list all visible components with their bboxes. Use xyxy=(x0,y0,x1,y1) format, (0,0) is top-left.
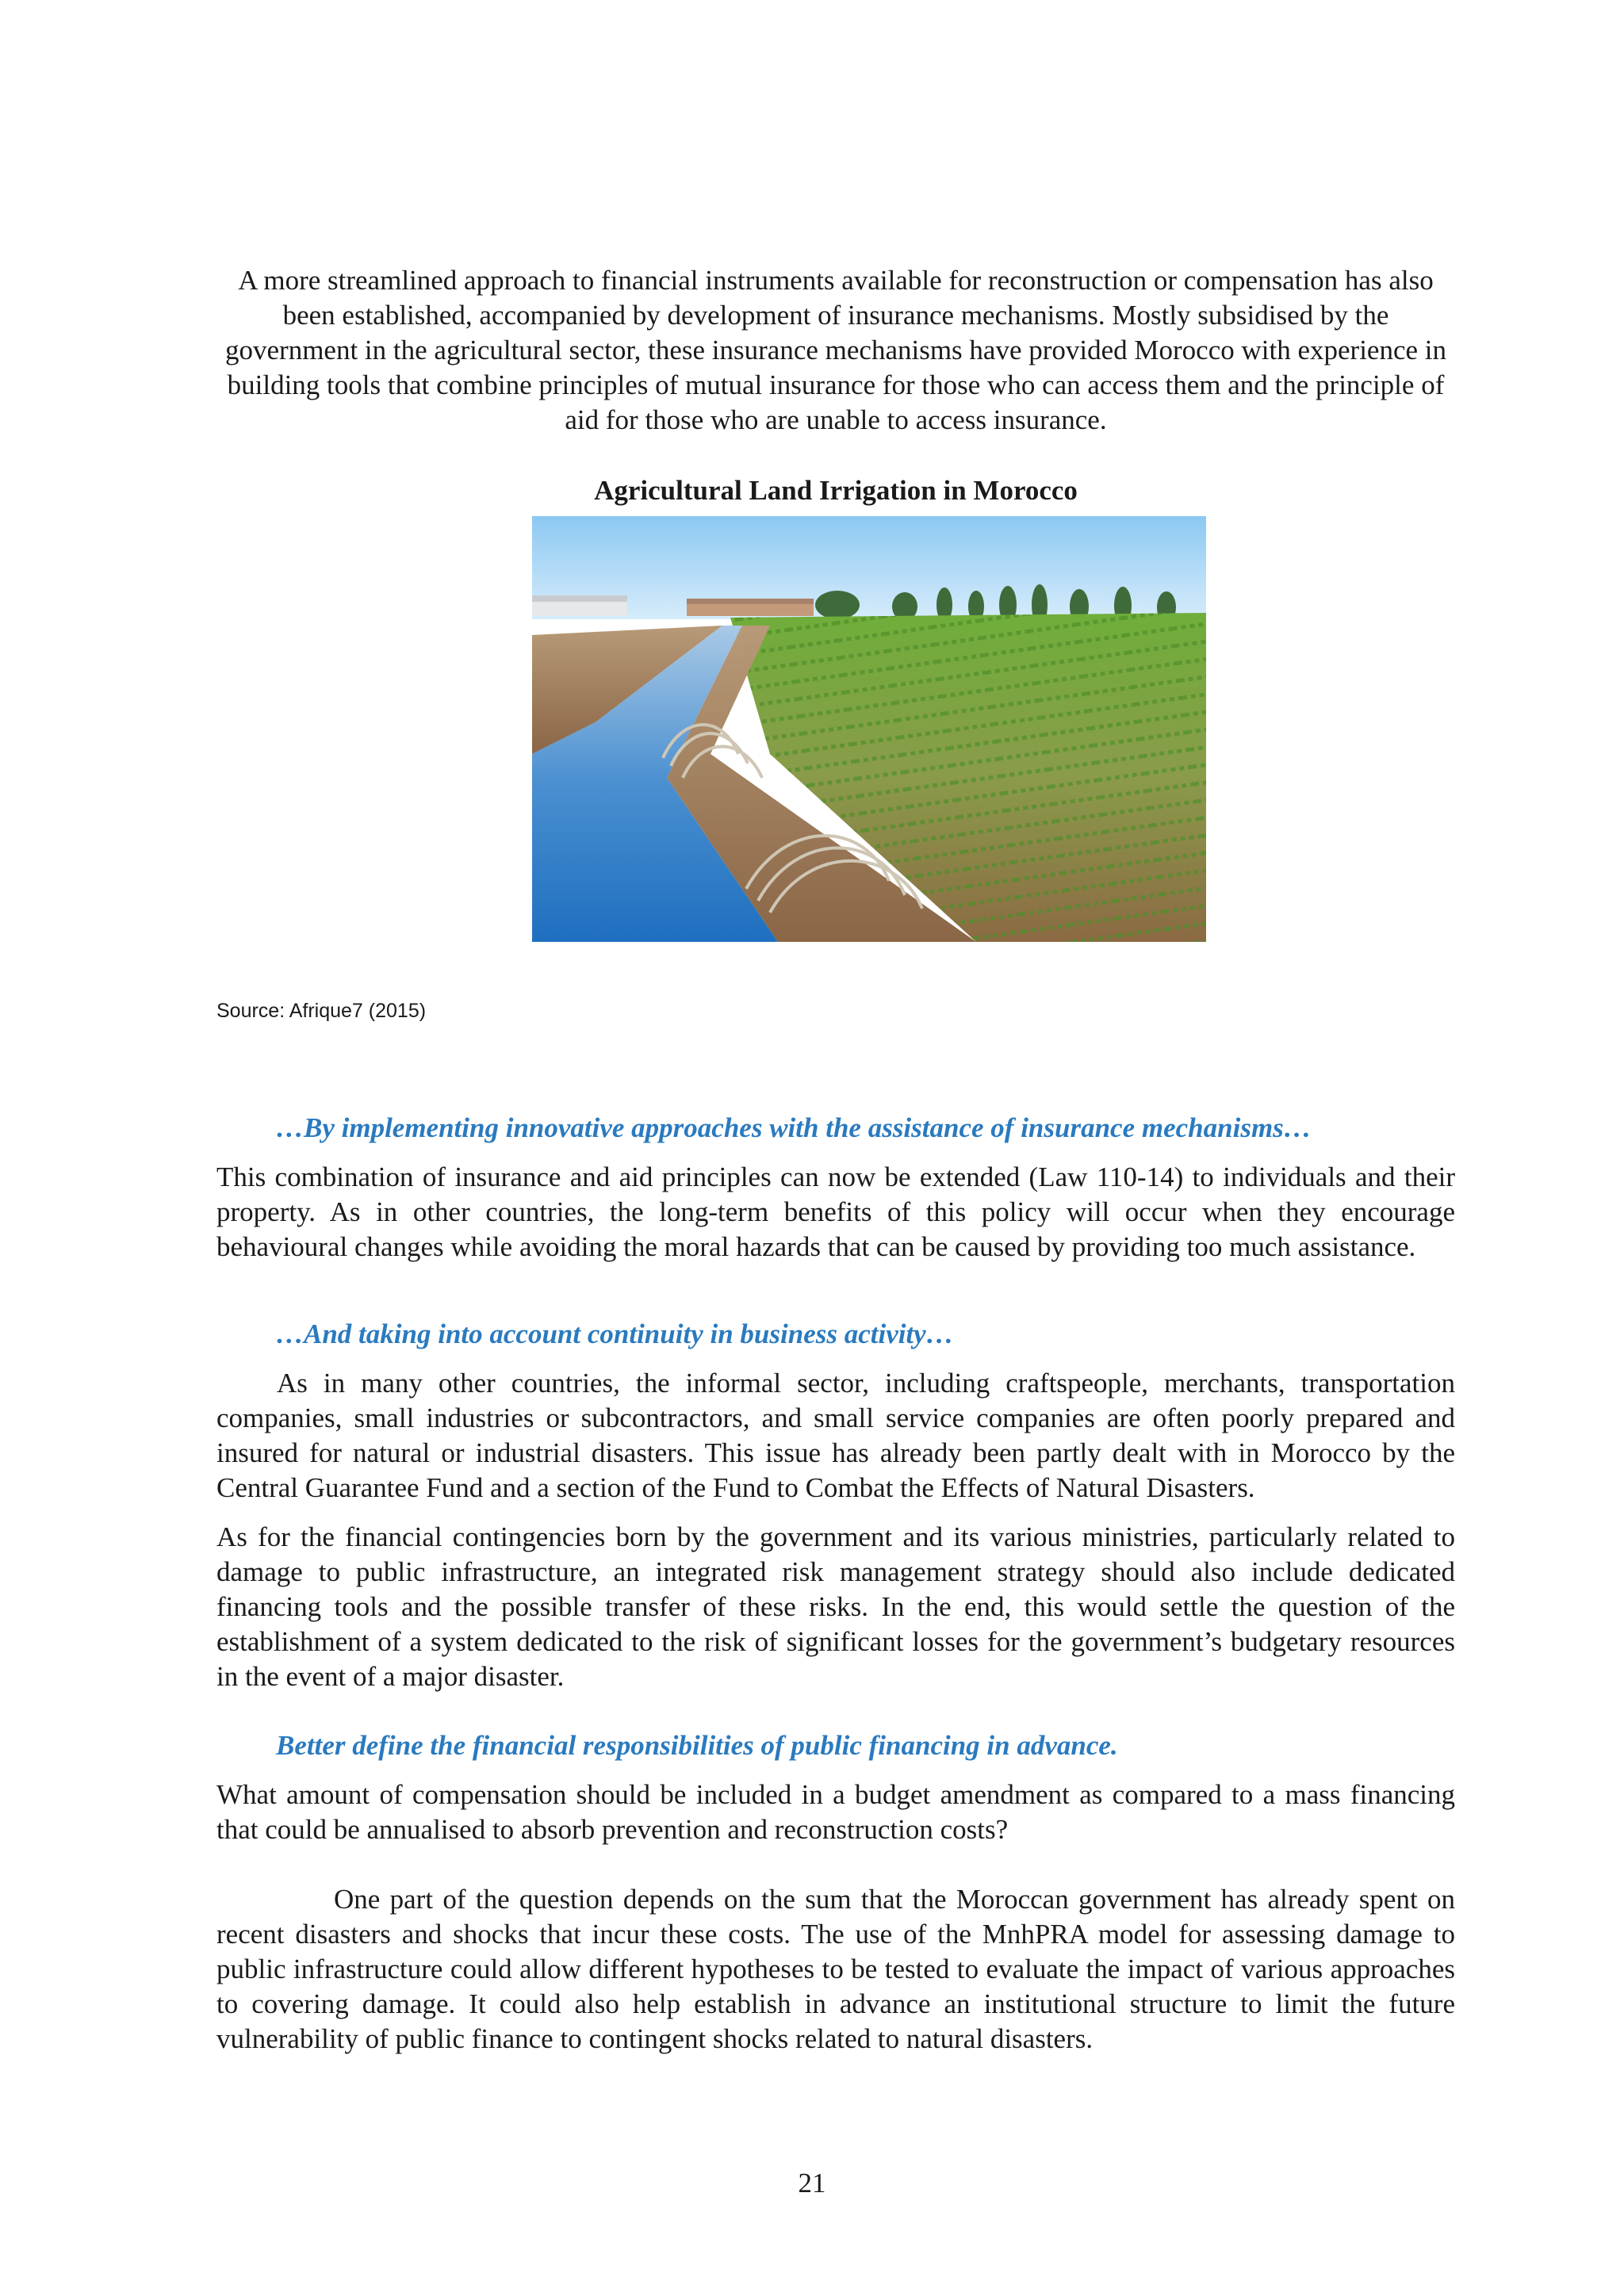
section-heading: Better define the financial responsibilities of public financing in advance. xyxy=(276,1730,1118,1761)
section-heading: …By implementing innovative approaches with the assistance of insurance mechanisms… xyxy=(276,1112,1312,1143)
body-paragraph: As in many other countries, the informal sector, including craftspeople, merchants, transportation companies, small industries or subcontractors, and small service companies are often poorly prepared and insured for natural or industrial disasters. This issue has already been partly dealt with in Morocco by the Central Guarantee Fund and a section of the Fund to Combat the Effects of Natural Disasters. xyxy=(216,1368,1455,1503)
body-paragraph: What amount of compensation should be included in a budget amendment as compared to a mass financing that could be annualised to absorb prevention and reconstruction costs? xyxy=(216,1779,1455,1845)
page-number: 21 xyxy=(798,2168,826,2198)
body-paragraph: One part of the question depends on the sum that the Moroccan government has already spent on recent disasters and shocks that incur these costs. The use of the MnhPRA model for assessing damage to public infrastructure could allow different hypotheses to be tested to evaluate the impact of various approaches to covering damage. It could also help establish in advance an institutional structure to limit the future vulnerability of public finance to contingent shocks related to natural disasters. xyxy=(216,1884,1455,2054)
body-paragraph: As for the financial contingencies born by the government and its various ministries, particularly related to damage to public infrastructure, an integrated risk management strategy should also include dedicated financing tools and the possible transfer of these risks. In the end, this would settle the question of the establishment of a system dedicated to the risk of significant losses for the government’s budgetary resources in the event of a major disaster. xyxy=(216,1521,1455,1692)
figure-source: Source: Afrique7 (2015) xyxy=(216,1000,427,1022)
body-paragraph: This combination of insurance and aid principles can now be extended (Law 110-14) to individuals and their property. As in other countries, the long-term benefits of this policy will occur when they encourage behavioural changes while avoiding the moral hazards that can be caused by providing too much assistance. xyxy=(216,1161,1455,1262)
irrigation-photo xyxy=(532,516,1206,942)
intro-paragraph: A more streamlined approach to financial instruments available for reconstruction or compensation has also been established, accompanied by development of insurance mechanisms. Mostly subsidised by the government in the agricultural sector, these insurance mechanisms have provided Morocco with experience in building tools that combine principles of mutual insurance for those who can access them and the principle of aid for those who are unable to access insurance. xyxy=(225,265,1446,435)
figure-title: Agricultural Land Irrigation in Morocco xyxy=(594,475,1078,506)
section-heading: …And taking into account continuity in business activity… xyxy=(276,1318,954,1349)
